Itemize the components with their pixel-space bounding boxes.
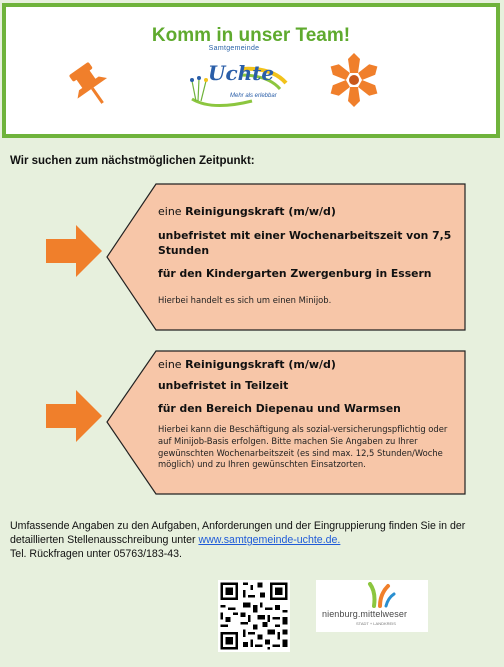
job-1-prefix: eine	[158, 205, 182, 218]
job-card-1	[106, 183, 466, 331]
samtgemeinde-uchte-logo	[174, 45, 294, 117]
website-link[interactable]: www.samtgemeinde-uchte.de.	[198, 533, 341, 546]
job-1-note: Hierbei handelt es sich um einen Minijob.	[158, 295, 332, 305]
job-2-hours: unbefristet in Teilzeit	[158, 379, 289, 392]
arrow-right-icon	[46, 223, 102, 279]
nm-logo-name: nienburg.mittelweser	[322, 609, 408, 619]
job-card-1-content	[158, 183, 456, 331]
job-1-hours: unbefristet mit einer Wochenarbeitszeit von 7,5 Stunden	[158, 229, 452, 257]
job-2-note: Hierbei kann die Beschäftigung als sozial-versicherungspflichtig oder auf Minijob-Basis erfolgen. Bitte machen Sie Angaben zu Ihrer gewünschten Wochenarbeitszeit (es sind max. 12,5 Stunden/Woche möglich) und zu Ihren gewünschten Einsatzorten.	[158, 424, 448, 470]
logo-tagline: Mehr als erlebbar	[230, 93, 277, 99]
job-1-title-line	[158, 205, 336, 218]
pushpin-icon	[62, 59, 118, 111]
job-card-2-content	[158, 350, 456, 495]
header-banner	[2, 3, 500, 138]
footer-info	[10, 520, 498, 561]
arrow-right-icon	[46, 388, 102, 444]
nm-logo-graphic	[366, 582, 396, 608]
job-2-location: für den Bereich Diepenau und Warmsen	[158, 402, 401, 415]
job-1-title: Reinigungskraft (m/w/d)	[185, 205, 336, 218]
intro-text: Wir suchen zum nächstmöglichen Zeitpunkt:	[10, 155, 255, 167]
job-2-title-line	[158, 358, 336, 371]
job-card-2	[106, 350, 466, 495]
job-1-location: für den Kindergarten Zwergenburg in Essern	[158, 267, 432, 280]
page-title: Komm in unser Team!	[151, 25, 351, 46]
team-hands-icon	[325, 51, 383, 109]
nm-logo-sub: STADT + LANDKREIS	[356, 621, 396, 626]
footer-phone: Tel. Rückfragen unter 05763/183-43.	[10, 547, 182, 560]
logo-top-text: Samtgemeinde	[208, 45, 260, 52]
job-2-prefix: eine	[158, 358, 182, 371]
qr-code[interactable]	[218, 580, 290, 652]
nienburg-mittelweser-logo	[316, 580, 428, 632]
job-2-title: Reinigungskraft (m/w/d)	[185, 358, 336, 371]
footer-description: Umfassende Angaben zu den Aufgaben, Anforderungen und der Eingruppierung finden Sie in der detaillierten Stellenausschreibung unter	[10, 520, 466, 546]
logo-name: Uchte	[208, 61, 275, 85]
